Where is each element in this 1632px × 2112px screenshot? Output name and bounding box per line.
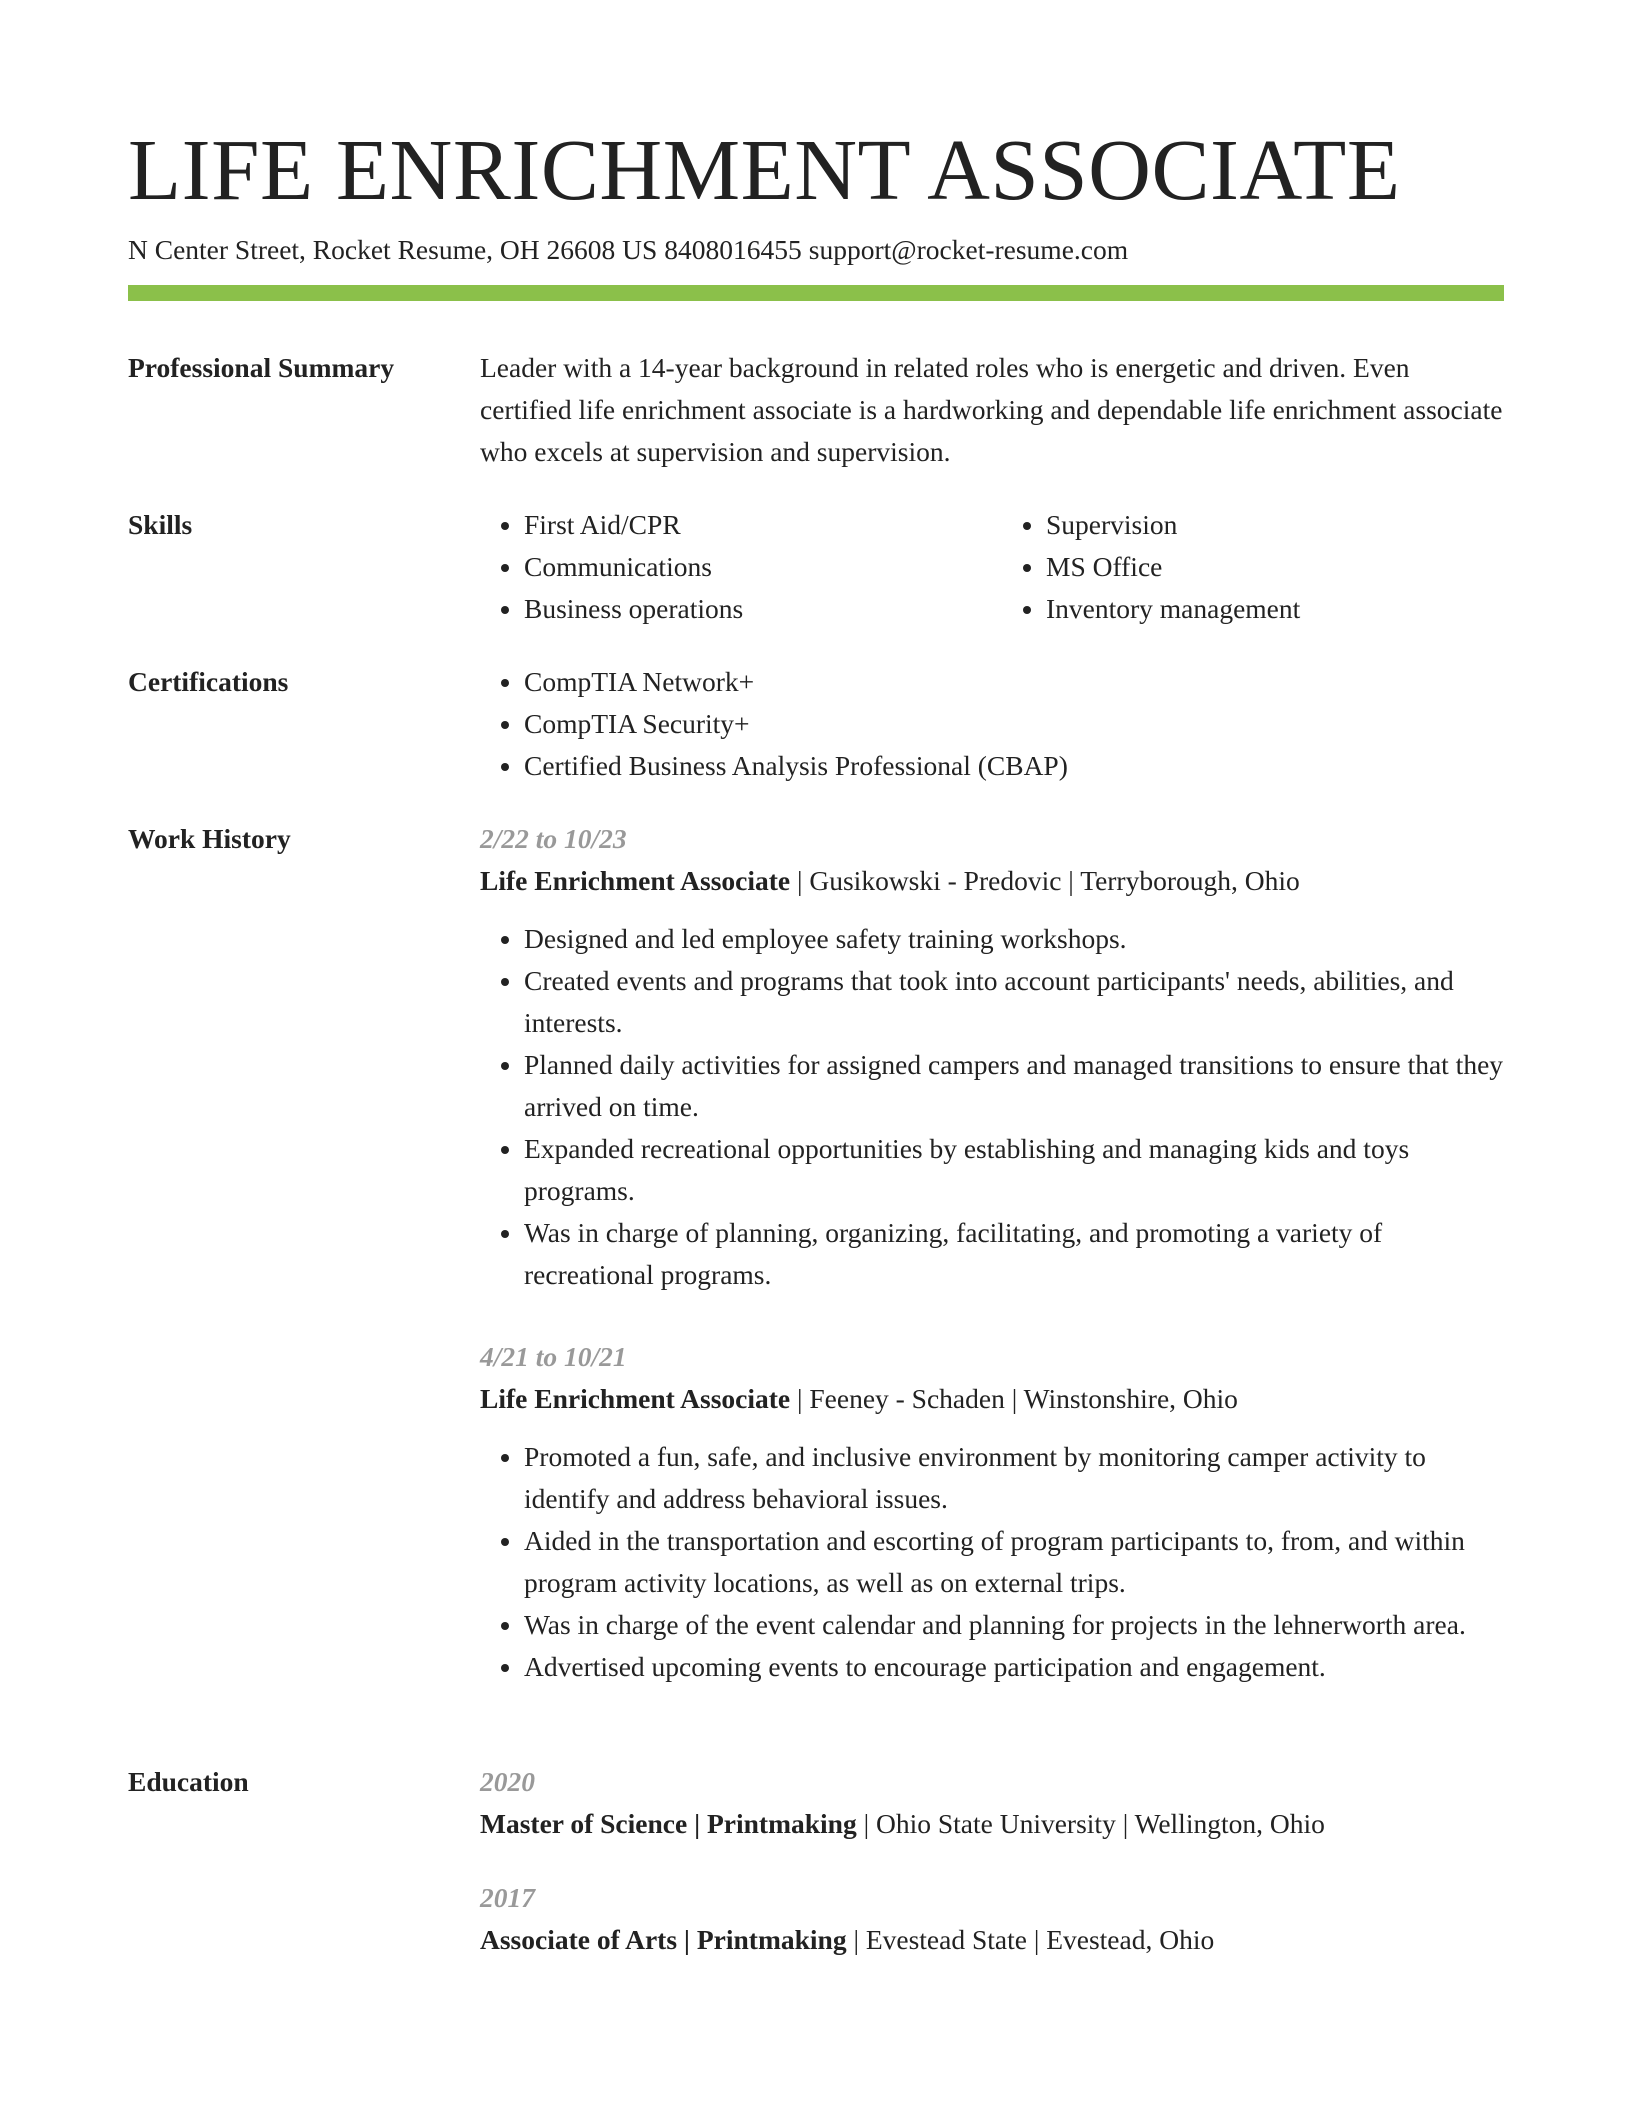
job-bullet: • Expanded recreational opportunities by establishing and managing kids and toys programs. — [524, 1128, 1504, 1212]
resume-title: LIFE ENRICHMENT ASSOCIATE — [128, 121, 1401, 218]
job-bullet: • Created events and programs that took into account participants' needs, abilities, and interests. — [524, 960, 1504, 1044]
job-bullet: • Was in charge of planning, organizing, facilitating, and promoting a variety of recreational programs. — [524, 1212, 1504, 1296]
education-year: 2020 — [480, 1766, 535, 1797]
work-history-body — [480, 818, 1504, 1688]
contact-phone: 8408016455 — [664, 234, 802, 265]
skill-item: • Supervision — [1046, 504, 1504, 546]
job-bullet: • Designed and led employee safety training workshops. — [524, 918, 1504, 960]
skills-column-1 — [480, 504, 982, 630]
skill-item: • MS Office — [1046, 546, 1504, 588]
education-year: 2017 — [480, 1882, 535, 1913]
job-bullet: • Advertised upcoming events to encourage participation and engagement. — [524, 1646, 1504, 1688]
work-history-label: Work History — [128, 823, 291, 854]
skill-item: • Business operations — [524, 588, 982, 630]
job-bullet: • Planned daily activities for assigned campers and managed transitions to ensure that they arrived on time. — [524, 1044, 1504, 1128]
skills-column-2 — [1002, 504, 1504, 630]
job-bullet: • Promoted a fun, safe, and inclusive environment by monitoring camper activity to identify and address behavioral issues. — [524, 1436, 1504, 1520]
education-details: | Ohio State University | Wellington, Ohio — [856, 1808, 1325, 1839]
job-bullets — [480, 1436, 1504, 1688]
summary-body — [480, 347, 1504, 473]
certifications-body — [480, 661, 1504, 787]
education-body — [480, 1761, 1504, 1961]
education-degree: Associate of Arts | Printmaking — [480, 1924, 847, 1955]
summary-label: Professional Summary — [128, 352, 395, 383]
certifications-list — [480, 661, 1504, 787]
job-entry — [480, 1336, 1504, 1688]
job-details: | Feeney - Schaden | Winstonshire, Ohio — [790, 1383, 1238, 1414]
certification-item: • CompTIA Security+ — [524, 703, 1504, 745]
contact-line — [128, 232, 1128, 268]
contact-address: N Center Street, Rocket Resume, OH 26608 US — [128, 234, 658, 265]
education-line — [480, 1919, 1504, 1961]
header-divider — [128, 285, 1504, 301]
job-details: | Gusikowski - Predovic | Terryborough, Ohio — [790, 865, 1300, 896]
education-entry — [480, 1761, 1504, 1845]
education-label: Education — [128, 1766, 249, 1797]
job-role-line — [480, 1378, 1504, 1420]
contact-email: support@rocket-resume.com — [808, 234, 1129, 265]
skills-body — [480, 504, 1504, 630]
job-title: Life Enrichment Associate — [480, 865, 791, 896]
skills-label: Skills — [128, 509, 193, 540]
skill-item: • Communications — [524, 546, 982, 588]
job-entry — [480, 818, 1504, 1296]
certifications-label: Certifications — [128, 666, 289, 697]
skill-item: • Inventory management — [1046, 588, 1504, 630]
education-entry — [480, 1877, 1504, 1961]
job-bullet: • Aided in the transportation and escorting of program participants to, from, and within program activity locations, as well as on external trips. — [524, 1520, 1504, 1604]
job-bullets — [480, 918, 1504, 1296]
skill-item: • First Aid/CPR — [524, 504, 982, 546]
job-dates: 4/21 to 10/21 — [480, 1341, 627, 1372]
summary-text: Leader with a 14-year background in related roles who is energetic and driven. Even certified life enrichment associate is a hardworking and dependable life enrichment associate who excels at supervision and supervision. — [480, 352, 1503, 467]
job-dates: 2/22 to 10/23 — [480, 823, 627, 854]
certification-item: • CompTIA Network+ — [524, 661, 1504, 703]
education-degree: Master of Science | Printmaking — [480, 1808, 857, 1839]
certification-item: • Certified Business Analysis Professional (CBAP) — [524, 745, 1504, 787]
job-title: Life Enrichment Associate — [480, 1383, 791, 1414]
education-line — [480, 1803, 1504, 1845]
job-role-line — [480, 860, 1504, 902]
education-details: | Evestead State | Evestead, Ohio — [846, 1924, 1215, 1955]
job-bullet: • Was in charge of the event calendar and planning for projects in the lehnerworth area. — [524, 1604, 1504, 1646]
